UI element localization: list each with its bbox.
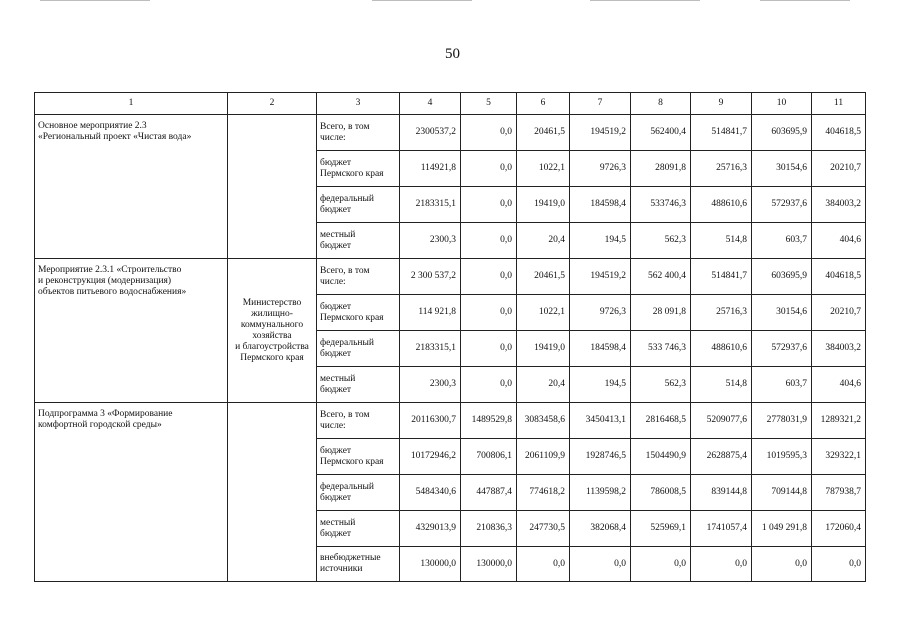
value-cell: 10172946,2: [400, 439, 461, 475]
value-cell: 1504490,9: [631, 439, 691, 475]
value-cell: 0,0: [631, 547, 691, 582]
budget-table: [34, 92, 866, 582]
executor-cell: [228, 259, 317, 403]
funding-source-cell: [317, 187, 400, 223]
value-cell: 114921,8: [400, 151, 461, 187]
funding-source-line: Пермского края: [320, 312, 384, 323]
value-cell: 2778031,9: [752, 403, 812, 439]
funding-source-cell: [317, 403, 400, 439]
value-cell: 210836,3: [461, 511, 517, 547]
funding-source-line: источники: [320, 564, 363, 574]
value-cell: 572937,6: [752, 331, 812, 367]
value-cell: 30154,6: [752, 151, 812, 187]
value-cell: 1289321,2: [812, 403, 866, 439]
value-cell: 20210,7: [812, 151, 866, 187]
value-cell: 5484340,6: [400, 475, 461, 511]
funding-source-line: Всего, в том: [320, 409, 370, 420]
value-cell: 30154,6: [752, 295, 812, 331]
measure-name-line: объектов питьевого водоснабжения»: [38, 287, 187, 297]
value-cell: 1022,1: [517, 151, 570, 187]
value-cell: 1139598,2: [570, 475, 631, 511]
value-cell: 0,0: [461, 295, 517, 331]
funding-source-line: местный: [320, 517, 356, 528]
column-header: 9: [691, 93, 752, 115]
value-cell: 0,0: [812, 547, 866, 582]
value-cell: 0,0: [691, 547, 752, 582]
value-cell: 329322,1: [812, 439, 866, 475]
column-header: 10: [752, 93, 812, 115]
executor-line: и благоустройства: [235, 341, 309, 352]
value-cell: 1019595,3: [752, 439, 812, 475]
value-cell: 404,6: [812, 367, 866, 403]
value-cell: 525969,1: [631, 511, 691, 547]
value-cell: 194519,2: [570, 115, 631, 151]
executor-line: коммунального: [240, 319, 304, 330]
value-cell: 787938,7: [812, 475, 866, 511]
funding-source-line: числе:: [320, 276, 346, 287]
funding-source-cell: [317, 223, 400, 259]
value-cell: 700806,1: [461, 439, 517, 475]
value-cell: 0,0: [517, 547, 570, 582]
value-cell: 0,0: [461, 331, 517, 367]
value-cell: 488610,6: [691, 187, 752, 223]
value-cell: 0,0: [461, 115, 517, 151]
value-cell: 184598,4: [570, 331, 631, 367]
value-cell: 194519,2: [570, 259, 631, 295]
value-cell: 1741057,4: [691, 511, 752, 547]
table-row: [35, 115, 866, 151]
column-header: 1: [35, 93, 228, 115]
funding-source-line: местный: [320, 373, 356, 384]
value-cell: 562,3: [631, 223, 691, 259]
funding-source-line: бюджет: [320, 445, 352, 456]
funding-source-line: местный: [320, 229, 356, 240]
funding-source-line: федеральный: [320, 337, 374, 348]
funding-source-line: числе:: [320, 420, 346, 431]
funding-source-cell: [317, 115, 400, 151]
value-cell: 9726,3: [570, 295, 631, 331]
value-cell: 709144,8: [752, 475, 812, 511]
value-cell: 384003,2: [812, 331, 866, 367]
measure-name-line: Подпрограмма 3 «Формирование: [38, 409, 173, 419]
value-cell: 2628875,4: [691, 439, 752, 475]
value-cell: 194,5: [570, 223, 631, 259]
value-cell: 404618,5: [812, 115, 866, 151]
funding-source-line: бюджет: [320, 492, 352, 503]
funding-source-line: федеральный: [320, 481, 374, 492]
executor-line: Пермского края: [240, 352, 304, 363]
executor-line: хозяйства: [252, 330, 292, 341]
value-cell: 9726,3: [570, 151, 631, 187]
column-header: 7: [570, 93, 631, 115]
table-row: [35, 259, 866, 295]
value-cell: 2061109,9: [517, 439, 570, 475]
funding-source-line: внебюджетные: [320, 553, 381, 563]
value-cell: 572937,6: [752, 187, 812, 223]
column-header: 2: [228, 93, 317, 115]
measure-name-line: «Региональный проект «Чистая вода»: [38, 132, 192, 142]
value-cell: 514,8: [691, 367, 752, 403]
value-cell: 404,6: [812, 223, 866, 259]
value-cell: 1022,1: [517, 295, 570, 331]
top-edge-line: [40, 0, 150, 1]
funding-source-cell: [317, 295, 400, 331]
funding-source-line: Всего, в том: [320, 121, 370, 132]
value-cell: 2 300 537,2: [400, 259, 461, 295]
value-cell: 404618,5: [812, 259, 866, 295]
funding-source-line: бюджет: [320, 301, 352, 312]
value-cell: 20461,5: [517, 259, 570, 295]
funding-source-line: бюджет: [320, 384, 352, 395]
value-cell: 603695,9: [752, 115, 812, 151]
funding-source-line: Всего, в том: [320, 265, 370, 276]
value-cell: 20,4: [517, 367, 570, 403]
value-cell: 25716,3: [691, 295, 752, 331]
executor-line: Министерство: [242, 297, 302, 308]
value-cell: 562,3: [631, 367, 691, 403]
value-cell: 20210,7: [812, 295, 866, 331]
column-header: 4: [400, 93, 461, 115]
funding-source-line: Пермского края: [320, 168, 384, 179]
funding-source-cell: [317, 259, 400, 295]
value-cell: 20116300,7: [400, 403, 461, 439]
value-cell: 0,0: [461, 367, 517, 403]
funding-source-line: бюджет: [320, 348, 352, 359]
value-cell: 247730,5: [517, 511, 570, 547]
funding-source-line: бюджет: [320, 240, 352, 251]
measure-name-cell: [35, 259, 228, 403]
value-cell: 447887,4: [461, 475, 517, 511]
value-cell: 603,7: [752, 223, 812, 259]
value-cell: 0,0: [461, 187, 517, 223]
value-cell: 19419,0: [517, 187, 570, 223]
value-cell: 0,0: [461, 223, 517, 259]
value-cell: 19419,0: [517, 331, 570, 367]
value-cell: 514,8: [691, 223, 752, 259]
value-cell: 514841,7: [691, 115, 752, 151]
page-number: 50: [445, 46, 460, 62]
measure-name-cell: [35, 403, 228, 582]
table-body: [35, 115, 866, 582]
value-cell: 786008,5: [631, 475, 691, 511]
column-header: 5: [461, 93, 517, 115]
measure-name-line: комфортной городской среды»: [38, 420, 162, 430]
funding-source-line: числе:: [320, 132, 346, 143]
value-cell: 194,5: [570, 367, 631, 403]
value-cell: 172060,4: [812, 511, 866, 547]
value-cell: 0,0: [752, 547, 812, 582]
funding-source-line: Пермского края: [320, 456, 384, 467]
table-header-row: [35, 93, 866, 115]
funding-source-cell: [317, 547, 400, 582]
funding-source-line: бюджет: [320, 204, 352, 215]
value-cell: 1928746,5: [570, 439, 631, 475]
value-cell: 28 091,8: [631, 295, 691, 331]
value-cell: 384003,2: [812, 187, 866, 223]
funding-source-cell: [317, 475, 400, 511]
value-cell: 3450413,1: [570, 403, 631, 439]
funding-source-line: бюджет: [320, 157, 352, 168]
value-cell: 382068,4: [570, 511, 631, 547]
value-cell: 4329013,9: [400, 511, 461, 547]
table-row: [35, 403, 866, 439]
column-header: 3: [317, 93, 400, 115]
value-cell: 2300537,2: [400, 115, 461, 151]
funding-source-cell: [317, 511, 400, 547]
value-cell: 603695,9: [752, 259, 812, 295]
value-cell: 562400,4: [631, 115, 691, 151]
executor-cell: [228, 403, 317, 582]
value-cell: 0,0: [570, 547, 631, 582]
value-cell: 514841,7: [691, 259, 752, 295]
value-cell: 562 400,4: [631, 259, 691, 295]
value-cell: 28091,8: [631, 151, 691, 187]
funding-source-line: федеральный: [320, 193, 374, 204]
value-cell: 130000,0: [461, 547, 517, 582]
measure-name-line: Основное мероприятие 2.3: [38, 121, 147, 131]
value-cell: 2816468,5: [631, 403, 691, 439]
value-cell: 3083458,6: [517, 403, 570, 439]
value-cell: 1489529,8: [461, 403, 517, 439]
funding-source-cell: [317, 367, 400, 403]
value-cell: 533 746,3: [631, 331, 691, 367]
funding-source-cell: [317, 331, 400, 367]
value-cell: 488610,6: [691, 331, 752, 367]
value-cell: 130000,0: [400, 547, 461, 582]
funding-source-cell: [317, 439, 400, 475]
value-cell: 20,4: [517, 223, 570, 259]
column-header: 11: [812, 93, 866, 115]
executor-cell: [228, 115, 317, 259]
funding-source-cell: [317, 151, 400, 187]
funding-source-line: бюджет: [320, 528, 352, 539]
value-cell: 774618,2: [517, 475, 570, 511]
measure-name-line: и реконструкция (модернизация): [38, 276, 172, 286]
value-cell: 20461,5: [517, 115, 570, 151]
value-cell: 2183315,1: [400, 187, 461, 223]
value-cell: 25716,3: [691, 151, 752, 187]
value-cell: 1 049 291,8: [752, 511, 812, 547]
value-cell: 0,0: [461, 151, 517, 187]
top-edge-line: [760, 0, 850, 1]
value-cell: 2183315,1: [400, 331, 461, 367]
value-cell: 0,0: [461, 259, 517, 295]
measure-name-cell: [35, 115, 228, 259]
executor-line: жилищно-: [251, 308, 293, 319]
top-edge-line: [372, 0, 472, 1]
value-cell: 5209077,6: [691, 403, 752, 439]
value-cell: 839144,8: [691, 475, 752, 511]
value-cell: 533746,3: [631, 187, 691, 223]
value-cell: 114 921,8: [400, 295, 461, 331]
value-cell: 2300,3: [400, 367, 461, 403]
value-cell: 2300,3: [400, 223, 461, 259]
column-header: 6: [517, 93, 570, 115]
top-edge-line: [590, 0, 700, 1]
value-cell: 603,7: [752, 367, 812, 403]
column-header: 8: [631, 93, 691, 115]
measure-name-line: Мероприятие 2.3.1 «Строительство: [38, 265, 182, 275]
value-cell: 184598,4: [570, 187, 631, 223]
